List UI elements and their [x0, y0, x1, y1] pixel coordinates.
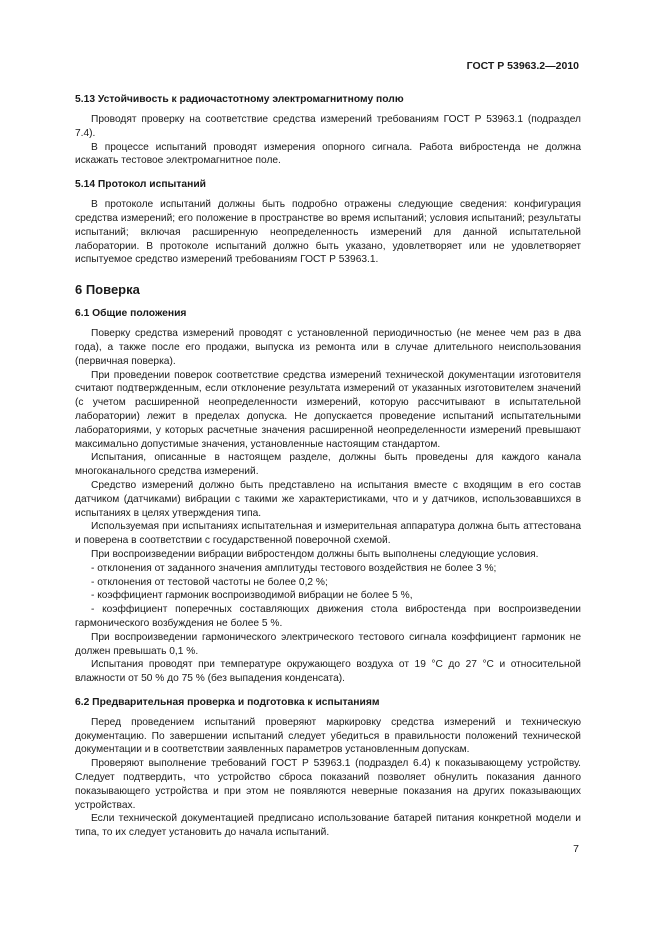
- paragraph: Если технической документацией предписано использование батарей питания конкретной модели и типа, то их следует установить до начала испытаний.: [75, 813, 581, 839]
- paragraph: В протоколе испытаний должны быть подробно отражены следующие сведения: конфигурация средства измерений; его положение в пространстве во время испытаний; условия испытаний; результаты испытаний; включая расширенную неопределенность измерений для данной испытательной лаборатории. В протоколе испытаний должно быть указано, удовлетворяет или не удовлетворяет испытуемое средство измерений требованиям ГОСТ Р 53963.1.: [75, 199, 581, 266]
- page-content: [75, 93, 581, 840]
- section-5-14-heading: 5.14 Протокол испытаний: [75, 179, 206, 191]
- section-6-1-heading: 6.1 Общие положения: [75, 308, 187, 320]
- paragraph: При воспроизведении гармонического электрического тестового сигнала коэффициент гармоник не должен превышать 0,1 %.: [75, 631, 581, 657]
- paragraph: Средство измерений должно быть представлено на испытания вместе с входящим в его состав датчиком (датчиками) вибрации с такими же характеристиками, что и у датчиков, использовавшихся в испытаниях в целях утверждения типа.: [75, 479, 581, 519]
- document-header: ГОСТ Р 53963.2—2010: [466, 60, 579, 72]
- section-5-13-heading: 5.13 Устойчивость к радиочастотному электромагнитному полю: [75, 94, 404, 105]
- section-6-heading: 6 Поверка: [75, 282, 140, 298]
- paragraph: Перед проведением испытаний проверяют маркировку средства измерений и техническую документацию. По завершении испытаний следует убедиться в правильности положений технической документации и в соответствии заявленных параметров установленным допускам.: [75, 716, 581, 756]
- paragraph: Проверяют выполнение требований ГОСТ Р 53963.1 (подраздел 6.4) к показывающему устройству. Следует подтвердить, что устройство сброса показаний позволяет обнулить показания данного показывающего устройства и при этом не появляются неверные показания на других показывающих устройствах.: [75, 758, 581, 811]
- paragraph: В процессе испытаний проводят измерения опорного сигнала. Работа вибростенда не должна искажать тестовое электромагнитное поле.: [75, 141, 581, 167]
- paragraph: При проведении поверок соответствие средства измерений технической документации изготовителя считают подтвержденным, если отклонение результата измерений от указанных изготовителем значений (с учетом расширенной неопределенности измерений, которую рассчитывают в испытательной лаборатории) лежит в пределах допуска. Не допускается проведение испытаний испытательными лабораториями, у которых расчетные значения расширенной неопределенности измерений превышают максимально допустимые значения, установленные настоящим стандартом.: [75, 369, 581, 450]
- list-item: - коэффициент гармоник воспроизводимой вибрации не более 5 %,: [91, 590, 413, 602]
- paragraph: При воспроизведении вибрации вибростендом должны быть выполнены следующие условия.: [91, 548, 539, 560]
- page-number: 7: [573, 843, 579, 855]
- paragraph: Поверку средства измерений проводят с установленной периодичностью (не менее чем раз в два года), а также после его продажи, выпуска из ремонта или в случае длительного неиспользования (первичная поверка).: [75, 328, 581, 367]
- paragraph: Испытания проводят при температуре окружающего воздуха от 19 °С до 27 °С и относительной влажности от 50 % до 75 % (без выпадения конденсата).: [75, 659, 581, 685]
- list-item: - отклонения от заданного значения амплитуды тестового воздействия не более 3 %;: [91, 562, 497, 574]
- paragraph: Проводят проверку на соответствие средства измерений требованиям ГОСТ Р 53963.1 (подраздел 7.4).: [75, 114, 581, 139]
- section-6-2-heading: 6.2 Предварительная проверка и подготовка к испытаниям: [75, 696, 380, 708]
- list-item: - коэффициент поперечных составляющих движения стола вибростенда при воспроизведении гармонического возбуждения не более 5 %.: [75, 604, 581, 629]
- paragraph: Испытания, описанные в настоящем разделе, должны быть проведены для каждого канала многоканального средства измерений.: [75, 452, 581, 478]
- paragraph: Используемая при испытаниях испытательная и измерительная аппаратура должна быть аттестована и поверена в соответствии с государственной поверочной схемой.: [75, 521, 581, 547]
- list-item: - отклонения от тестовой частоты не более 0,2 %;: [91, 576, 328, 588]
